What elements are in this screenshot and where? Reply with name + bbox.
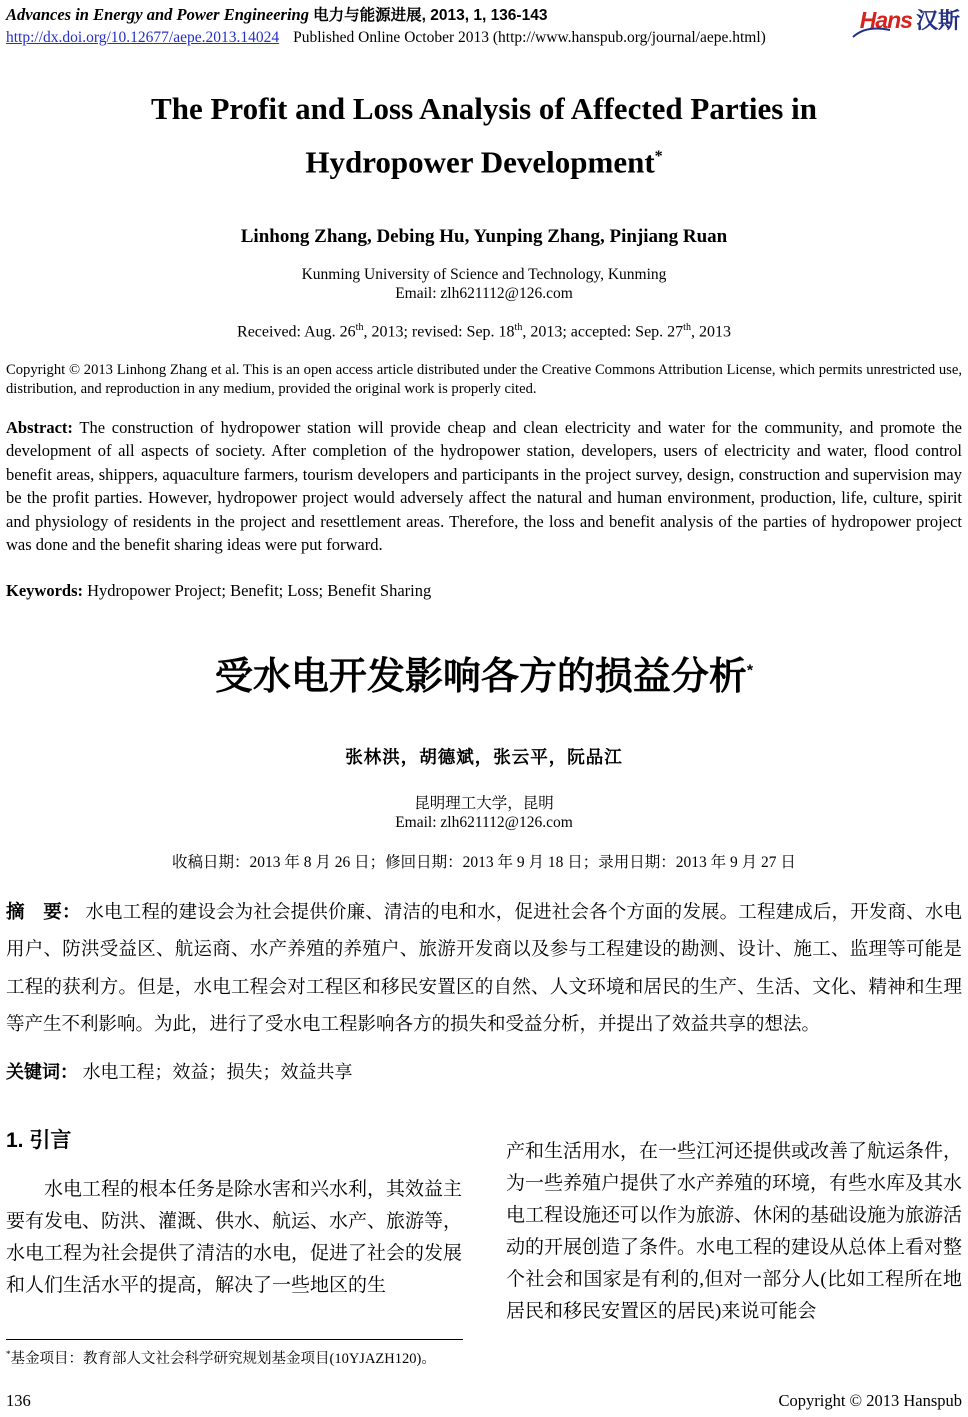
page-footer [6, 1391, 962, 1411]
journal-header [6, 4, 962, 49]
article-title-cn: 受水电开发影响各方的损益分析* [214, 655, 754, 698]
body-column-right [506, 1124, 962, 1328]
body-column-left [6, 1124, 462, 1328]
journal-doi-line [6, 27, 766, 49]
journal-header-text [6, 4, 766, 49]
doi-link[interactable]: http://dx.doi.org/10.12677/aepe.2013.14024 [6, 29, 280, 46]
section-1-paragraph-right: 产和生活用水，在一些江河还提供或改善了航运条件，为一些养殖户提供了水产养殖的环境，有些水库及其水电工程设施还可以作为旅游、休闲的基础设施为旅游活动的开展创造了条件。水电工程的建设从总体上看对整个社会和国家是有利的,但对一部分人(比如工程所在地居民和移民安置区的居民)来说可能会 [506, 1140, 963, 1322]
abstract-en [6, 416, 962, 557]
journal-issue-info: 电力与能源进展, 2013, 1, 136-143 [313, 7, 548, 24]
article-title-en-line2: Hydropower Development* [305, 144, 663, 180]
keywords-label-cn: 关键词： [6, 1061, 78, 1082]
hans-logo-latin: Hans [859, 7, 912, 33]
body-columns [6, 1124, 962, 1328]
title-footnote-mark-cn: * [746, 662, 754, 679]
authors-cn: 张林洪，胡德斌，张云平，阮品江 [345, 746, 623, 767]
section-1-heading: 1. 引言 [6, 1128, 72, 1152]
affiliation-en: Kunming University of Science and Technology, Kunming [301, 266, 667, 284]
abstract-cn [6, 893, 962, 1045]
received-dates-cn: 收稿日期：2013 年 8 月 26 日；修回日期：2013 年 9 月 18 日；录用日期：2013 年 9 月 27 日 [172, 853, 796, 871]
published-online-text: Published Online October 2013 (http://www.hanspub.org/journal/aepe.html) [293, 29, 766, 46]
affiliation-cn: 昆明理工大学，昆明 [414, 794, 554, 812]
abstract-label-cn: 摘 要： [6, 900, 81, 922]
keywords-label-en: Keywords: [6, 580, 83, 600]
abstract-text-en: The construction of hydropower station will provide cheap and clean electricity and water for the community, and promote the development of all aspects of society. After completion of the hydropower station, developers, users of electricity and water, flood control benefit areas, shippers, aquaculture farmers, tourism developers and participants in the project survey, design, construction and supervision may be the profit parties. However, hydropower project would adversely affect the natural and human environment, production, life, culture, spirit and physiology of residents in the project and resettlement areas. Therefore, the loss and benefit analysis of the parties of hydropower project was done and the benefit sharing ideas were put forward. [6, 417, 962, 555]
copyright-notice: Copyright © 2013 Linhong Zhang et al. This is an open access article distributed under the Creative Commons Attribution License, which permits unrestricted use, distribution, and reproduction in any medium, provided the original work is properly cited. [6, 361, 962, 397]
footer-copyright: Copyright © 2013 Hanspub [778, 1391, 962, 1410]
page-number: 136 [6, 1391, 31, 1410]
hans-logo-swoosh-icon [852, 24, 892, 38]
received-dates-en: Received: Aug. 26th, 2013; revised: Sep. 18th, 2013; accepted: Sep. 27th, 2013 [237, 322, 731, 341]
email-cn: Email: zlh621112@126.com [395, 813, 573, 831]
keywords-en [6, 581, 962, 601]
footnote-rule [6, 1339, 463, 1340]
funding-footnote: *基金项目：教育部人文社会科学研究规划基金项目(10YJAZH120)。 [6, 1349, 436, 1367]
authors-en: Linhong Zhang, Debing Hu, Yunping Zhang, Pinjiang Ruan [240, 226, 728, 248]
hans-logo-cn: 汉斯 [915, 8, 960, 33]
journal-title-line [6, 4, 766, 27]
email-en: Email: zlh621112@126.com [395, 285, 573, 303]
keywords-text-cn: 水电工程；效益；损失；效益共享 [82, 1061, 353, 1082]
article-title-en [6, 85, 962, 186]
journal-name: Advances in Energy and Power Engineering [6, 5, 309, 24]
keywords-cn [6, 1058, 962, 1084]
footnote-block [6, 1339, 463, 1369]
article-title-en-line1: The Profit and Loss Analysis of Affected Parties in [151, 91, 817, 126]
keywords-text-en: Hydropower Project; Benefit; Loss; Benefit Sharing [87, 580, 432, 600]
abstract-text-cn: 水电工程的建设会为社会提供价廉、清洁的电和水，促进社会各个方面的发展。工程建成后，开发商、水电用户、防洪受益区、航运商、水产养殖的养殖户、旅游开发商以及参与工程建设的勘测、设计、施工、监理等可能是工程的获利方。但是，水电工程会对工程区和移民安置区的自然、人文环境和居民的生产、生活、文化、精神和生理等产生不利影响。为此，进行了受水电工程影响各方的损失和受益分析，并提出了效益共享的想法。 [6, 902, 962, 1036]
section-1-paragraph-left: 水电工程的根本任务是除水害和兴水利，其效益主要有发电、防洪、灌溉、供水、航运、水产、旅游等，水电工程为社会提供了清洁的水电，促进了社会的发展和人们生活水平的提高，解决了一些地区的生 [6, 1178, 463, 1296]
title-footnote-mark: * [654, 148, 663, 165]
footnote-mark: * [6, 1349, 11, 1360]
abstract-label-en: Abstract: [6, 417, 73, 437]
hans-publisher-logo [860, 4, 962, 35]
